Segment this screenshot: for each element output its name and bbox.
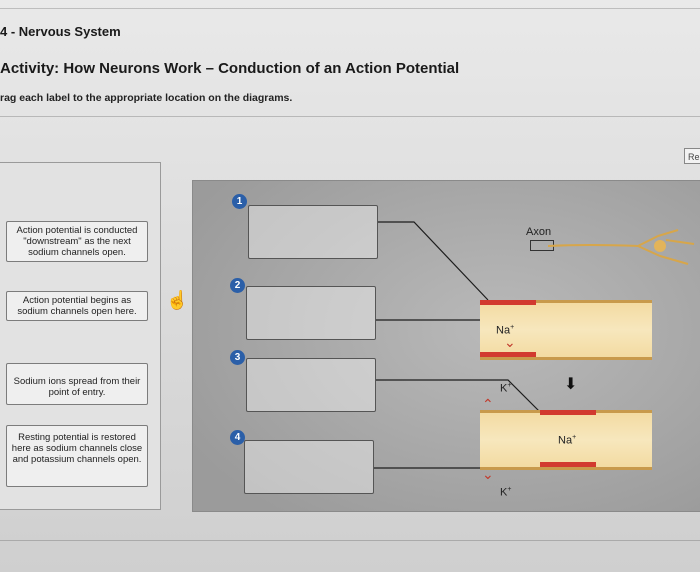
sodium-ion-text-2: Na <box>558 434 573 447</box>
sodium-ion-charge-1: + <box>510 324 515 331</box>
draggable-label-begins[interactable]: Action potential begins as sodium channels open here. <box>6 291 148 321</box>
breadcrumb: 4 - Nervous System <box>0 24 121 39</box>
repolarizing-membrane-bottom <box>540 462 596 467</box>
depolarized-membrane-bottom <box>480 352 536 357</box>
drop-target-4[interactable] <box>244 440 374 494</box>
potassium-ion-text-1: K <box>500 382 508 395</box>
step-badge-1: 1 <box>232 194 247 209</box>
draggable-label-downstream[interactable]: Action potential is conducted "downstream" as the next sodium channels open. <box>6 221 148 262</box>
potassium-ion-charge-1: + <box>507 382 512 389</box>
drop-target-3[interactable] <box>246 358 376 412</box>
step-badge-3: 3 <box>230 350 245 365</box>
draggable-label-spread[interactable]: Sodium ions spread from their point of entry. <box>6 363 148 405</box>
sodium-channel-icon: ⌄ <box>504 334 516 350</box>
potassium-ion-label-1 <box>500 382 511 395</box>
sodium-ion-charge-2: + <box>572 434 577 441</box>
neuron-illustration <box>548 226 696 266</box>
bottom-divider <box>0 540 700 541</box>
potassium-channel-icon-top: ⌃ <box>482 396 494 412</box>
axon-label: Axon <box>526 226 552 238</box>
arrow-down-icon: ⬇ <box>564 376 578 393</box>
label-bank <box>0 162 161 510</box>
step-badge-2: 2 <box>230 278 245 293</box>
potassium-channel-icon-bottom: ⌄ <box>482 466 494 482</box>
page-title: Activity: How Neurons Work – Conduction of an Action Potential <box>0 60 460 77</box>
sodium-ion-label-2 <box>558 434 576 447</box>
drop-target-1[interactable] <box>248 205 378 259</box>
top-divider <box>0 8 700 9</box>
potassium-ion-charge-2: + <box>507 486 512 493</box>
depolarized-membrane-top <box>480 300 536 305</box>
potassium-ion-label-2 <box>500 486 511 499</box>
step-badge-4: 4 <box>230 430 245 445</box>
hand-pointer-icon: ☝ <box>166 290 189 310</box>
repolarizing-membrane-top <box>540 410 596 415</box>
sodium-ion-text-1: Na <box>496 324 511 337</box>
reset-button[interactable]: Re <box>684 148 700 164</box>
draggable-label-resting[interactable]: Resting potential is restored here as sodium channels close and potassium channels open. <box>6 425 148 487</box>
header-divider <box>0 116 700 117</box>
potassium-ion-text-2: K <box>500 486 508 499</box>
instructions: rag each label to the appropriate location on the diagrams. <box>0 92 293 104</box>
drop-target-2[interactable] <box>246 286 376 340</box>
